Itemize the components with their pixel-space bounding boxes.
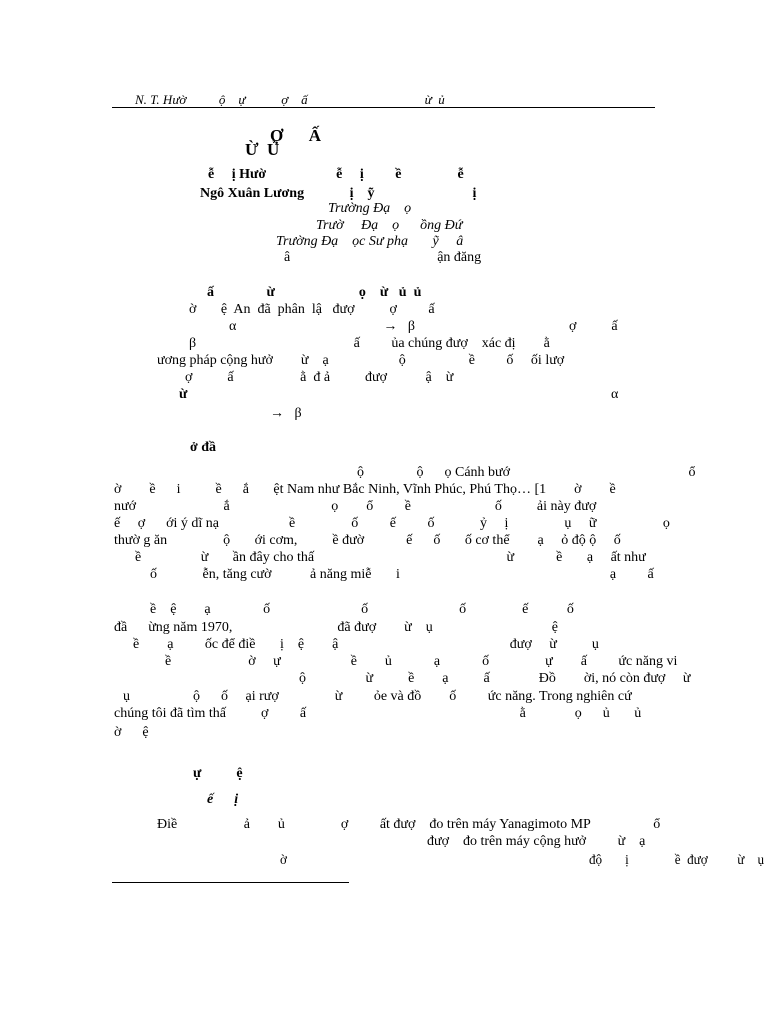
- paragraph-line: ề ệ ạ ố ố ố ế ố: [150, 602, 574, 617]
- abstract-line-3: α → β ợ ấ: [229, 319, 618, 334]
- footnote-rule: [112, 882, 349, 883]
- paragraph-line: ờ ệ: [114, 725, 149, 740]
- paragraph-line: ề ờ ự ề ủ ạ ố ự ấ ức năng vi: [165, 654, 678, 669]
- affiliation-2: Trườ Đạ ọ ồng Đứ: [316, 218, 463, 233]
- abstract-line-2: ờ ệ An đã phân lậ đượ ợ ấ: [189, 302, 435, 317]
- header-rule: [112, 107, 655, 108]
- paragraph-line: ộ ừ ề ạ ấ Đồ ời, nó còn đượ ừ: [299, 671, 691, 686]
- authors-line-1: ễ ị Hườ ễ ị ề ễ: [208, 167, 464, 182]
- abstract-line-8: → β: [270, 406, 302, 421]
- paragraph-line: ề ừ ần đây cho thấ ừ ề ạ ất như: [135, 550, 646, 565]
- authors-line-2: Ngô Xuân Lương ị ỹ ị: [200, 186, 477, 201]
- section-2-line-3: ờ độ ị ề đượ ừ ụ: [280, 853, 765, 868]
- running-head: N. T. Hườ ộ ự ợ ấ ừ ủ: [135, 92, 445, 107]
- section-2-line-1: Điề ả ủ ợ ất đượ đo trên máy Yanagimoto MP ổ: [157, 817, 661, 832]
- affiliation-3: Trường Đạ ọc Sư phạ ỹ â: [276, 234, 464, 249]
- received-date: â ận đăng: [284, 250, 482, 265]
- paragraph-line: ế ợ ới ý dĩ nạ ề ố ế ố ỷ ị ụ ữ ọ: [114, 516, 670, 531]
- section-2-subheading: ế ị: [207, 792, 239, 807]
- abstract-line-4: β ấ ủa chúng đượ xác đị ằ: [189, 336, 550, 351]
- article-title-line-1: Ợ Ấ: [270, 126, 321, 145]
- paragraph-line: ờ ề i ề ắ ệt Nam như Bắc Ninh, Vĩnh Phúc, Phú Thọ… [1 ờ ề: [114, 482, 616, 497]
- section-1-heading: ở đầ: [190, 440, 217, 455]
- abstract-line-6: ợ ấ ằ đ ả đượ ậ ừ: [185, 370, 454, 385]
- paragraph-line: chúng tôi đã tìm thấ ợ ấ ằ ọ ủ ủ: [114, 706, 642, 721]
- paragraph-line: đầ ừng năm 1970, đã đượ ừ ụ ệ: [114, 620, 558, 635]
- paragraph-line: ề ạ ốc để điề ị ệ ậ đượ ừ ụ: [133, 637, 599, 652]
- section-2-line-2: đượ đo trên máy cộng hưở ừ ạ: [427, 834, 646, 849]
- article-title-line-2: Ừ Ủ: [245, 140, 280, 159]
- abstract-line-7-alpha: α: [611, 387, 619, 402]
- paragraph-line: ộ ộ ọ Cánh bướ ổ: [357, 465, 696, 480]
- abstract-line-7: ừ: [179, 387, 188, 402]
- paragraph-line: ụ ộ ố ại rượ ừ ỏe và đồ ố ức năng. Trong nghiên cứ: [123, 689, 632, 704]
- affiliation-1: Trường Đạ ọ: [328, 201, 412, 216]
- section-2-heading: ự ệ: [193, 766, 243, 781]
- abstract-line-5: ương pháp cộng hưở ừ ạ ộ ề ố ối lượ: [157, 353, 565, 368]
- paragraph-line: ố ễn, tăng cườ ả năng miễ i ạ ấ: [150, 567, 654, 582]
- paragraph-line: thườ g ăn ộ ới cơm, ề đườ ế ố ố cơ thể ạ ỏ độ ộ ố: [114, 533, 621, 548]
- abstract-line-1: ấ ừ ọ ừ ủ ủ: [207, 285, 422, 300]
- paragraph-line: nướ ắ ọ ổ ề ố ải này đượ: [114, 499, 597, 514]
